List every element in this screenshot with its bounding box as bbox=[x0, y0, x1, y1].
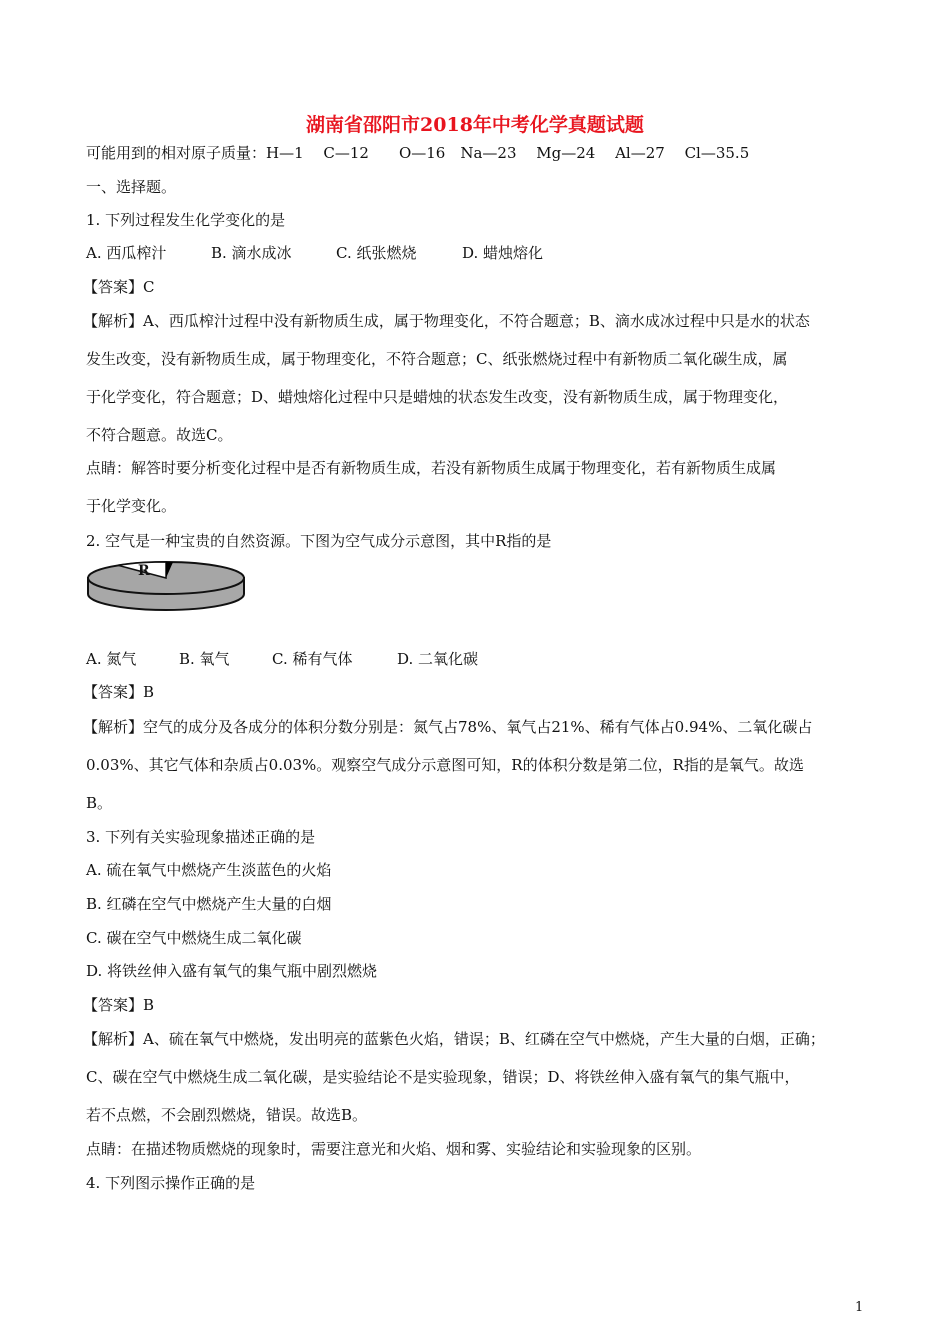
q1-stem: 1. 下列过程发生化学变化的是 bbox=[86, 211, 286, 229]
q3-option-c: C. 碳在空气中燃烧生成二氧化碳 bbox=[86, 929, 302, 947]
q1-options bbox=[86, 242, 543, 264]
q1-answer: 【答案】C bbox=[83, 278, 155, 296]
q1-option-b: B. 滴水成冰 bbox=[211, 244, 292, 262]
q3-answer: 【答案】B bbox=[83, 996, 155, 1014]
q2-option-b: B. 氧气 bbox=[179, 650, 230, 668]
q1-analysis-line: 于化学变化，符合题意；D、蜡烛熔化过程中只是蜡烛的状态发生改变，没有新物质生成，属于物理变化， bbox=[86, 388, 789, 406]
q3-analysis-line: C、碳在空气中燃烧生成二氧化碳，是实验结论不是实验现象，错误；D、将铁丝伸入盛有氧气的集气瓶中， bbox=[86, 1068, 800, 1086]
pie-label-r: R bbox=[138, 563, 150, 579]
q2-analysis-line: 0.03%、其它气体和杂质占0.03%。观察空气成分示意图可知，R的体积分数是第二位，R指的是氧气。故选 bbox=[86, 756, 804, 774]
q2-option-d: D. 二氧化碳 bbox=[397, 650, 479, 668]
q3-analysis-line: 若不点燃，不会剧烈燃烧，错误。故选B。 bbox=[86, 1106, 368, 1124]
q2-option-c: C. 稀有气体 bbox=[272, 650, 353, 668]
q3-option-d: D. 将铁丝伸入盛有氧气的集气瓶中剧烈燃烧 bbox=[86, 962, 378, 980]
q4-stem: 4. 下列图示操作正确的是 bbox=[86, 1174, 256, 1192]
page-number: 1 bbox=[855, 1300, 864, 1315]
q1-analysis-line: 发生改变，没有新物质生成，属于物理变化，不符合题意；C、纸张燃烧过程中有新物质二氧化碳生成，属 bbox=[86, 350, 788, 368]
q1-option-a: A. 西瓜榨汁 bbox=[86, 244, 167, 262]
q3-stem: 3. 下列有关实验现象描述正确的是 bbox=[86, 828, 316, 846]
q1-option-d: D. 蜡烛熔化 bbox=[462, 244, 544, 262]
q1-analysis-line: 不符合题意。故选C。 bbox=[86, 426, 233, 444]
q1-analysis-line: 【解析】A、西瓜榨汁过程中没有新物质生成，属于物理变化，不符合题意；B、滴水成冰过程中只是水的状态 bbox=[83, 312, 810, 330]
q3-tip-line: 点睛：在描述物质燃烧的现象时，需要注意光和火焰、烟和雾、实验结论和实验现象的区别。 bbox=[86, 1140, 702, 1158]
q3-option-b: B. 红磷在空气中燃烧产生大量的白烟 bbox=[86, 895, 332, 913]
q2-options bbox=[86, 648, 478, 670]
page-title: 湖南省邵阳市2018年中考化学真题试题 bbox=[306, 114, 644, 136]
section-heading: 一、选择题。 bbox=[86, 178, 177, 196]
q3-option-a: A. 硫在氧气中燃烧产生淡蓝色的火焰 bbox=[86, 861, 332, 879]
q1-tip-line: 于化学变化。 bbox=[86, 497, 177, 515]
atomic-masses: 可能用到的相对原子质量：H—1 C—12 O—16 Na—23 Mg—24 Al—27 Cl—35.5 bbox=[86, 144, 750, 162]
q2-analysis-line: 【解析】空气的成分及各成分的体积分数分别是：氮气占78%、氧气占21%、稀有气体占0.94%、二氧化碳占 bbox=[83, 718, 813, 736]
q2-option-a: A. 氮气 bbox=[86, 650, 137, 668]
q2-answer: 【答案】B bbox=[83, 683, 155, 701]
q1-option-c: C. 纸张燃烧 bbox=[336, 244, 417, 262]
q2-analysis-line: B。 bbox=[86, 794, 113, 812]
q1-tip-line: 点睛：解答时要分析变化过程中是否有新物质生成，若没有新物质生成属于物理变化，若有新物质生成属 bbox=[86, 459, 777, 477]
q3-analysis-line: 【解析】A、硫在氧气中燃烧，发出明亮的蓝紫色火焰，错误；B、红磷在空气中燃烧，产生大量的白烟，正确； bbox=[83, 1030, 825, 1048]
air-composition-pie-chart bbox=[86, 560, 246, 622]
q2-stem: 2. 空气是一种宝贵的自然资源。下图为空气成分示意图，其中R指的是 bbox=[86, 532, 552, 550]
